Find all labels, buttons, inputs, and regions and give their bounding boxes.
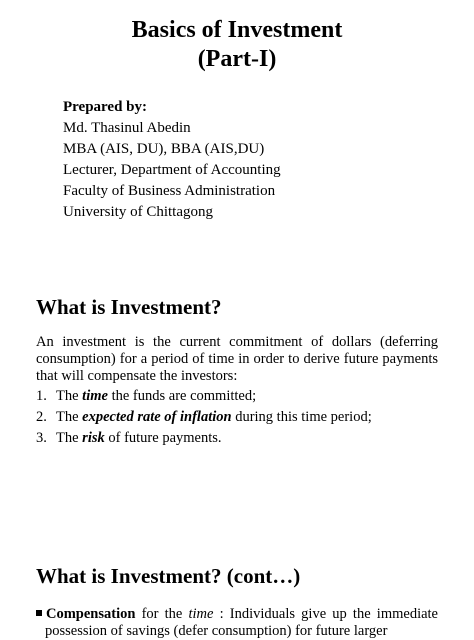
list-number: 2. — [36, 409, 47, 425]
list-item — [36, 386, 446, 407]
bullet-italic-term: time — [188, 606, 214, 622]
list-emphasis: time — [82, 388, 108, 404]
list-emphasis: risk — [82, 430, 105, 446]
title-line-1: Basics of Investment — [131, 17, 343, 43]
bullet-mid-text: for the — [135, 606, 189, 622]
list-item — [36, 428, 446, 449]
list-text-after: during this time period; — [231, 409, 372, 425]
list-item — [36, 407, 446, 428]
bullet-continuation: possession of savings (defer consumption) for future larger — [45, 623, 388, 639]
author-position: Lecturer, Department of Accounting — [63, 162, 281, 178]
prepared-by-label: Prepared by: — [63, 99, 148, 115]
author-faculty: Faculty of Business Administration — [63, 183, 276, 199]
bullet-bold-term: Compensation — [46, 606, 136, 622]
list-text-after: of future payments. — [104, 430, 222, 446]
author-degrees: MBA (AIS, DU), BBA (AIS,DU) — [63, 141, 265, 157]
list-number: 1. — [36, 388, 47, 404]
author-name: Md. Thasinul Abedin — [63, 120, 191, 136]
bullet-paragraph — [36, 606, 438, 623]
definition-paragraph: An investment is the current commitment of dollars (deferring consumption) for a period of time in order to derive future payments that will compensate the investors: — [36, 334, 438, 384]
section-heading: What is Investment? (cont…) — [36, 564, 301, 588]
list-text-before: The — [56, 388, 83, 404]
list-number: 3. — [36, 430, 47, 446]
slide-what-is-investment — [0, 284, 474, 564]
square-bullet-icon — [36, 610, 42, 616]
factor-list — [36, 386, 446, 449]
document-title — [0, 16, 474, 74]
title-slide — [0, 0, 474, 270]
list-emphasis: expected rate of inflation — [82, 409, 232, 425]
list-text-before: The — [56, 409, 83, 425]
author-university: University of Chittagong — [63, 204, 213, 220]
title-line-2: (Part-I) — [197, 46, 277, 72]
list-text-before: The — [56, 430, 83, 446]
bullet-rest-text: : Individuals give up the immediate — [213, 606, 438, 622]
section-heading: What is Investment? — [36, 295, 222, 319]
list-text-after: the funds are committed; — [107, 388, 257, 404]
slide-what-is-investment-cont — [0, 555, 474, 639]
author-block — [63, 97, 281, 223]
